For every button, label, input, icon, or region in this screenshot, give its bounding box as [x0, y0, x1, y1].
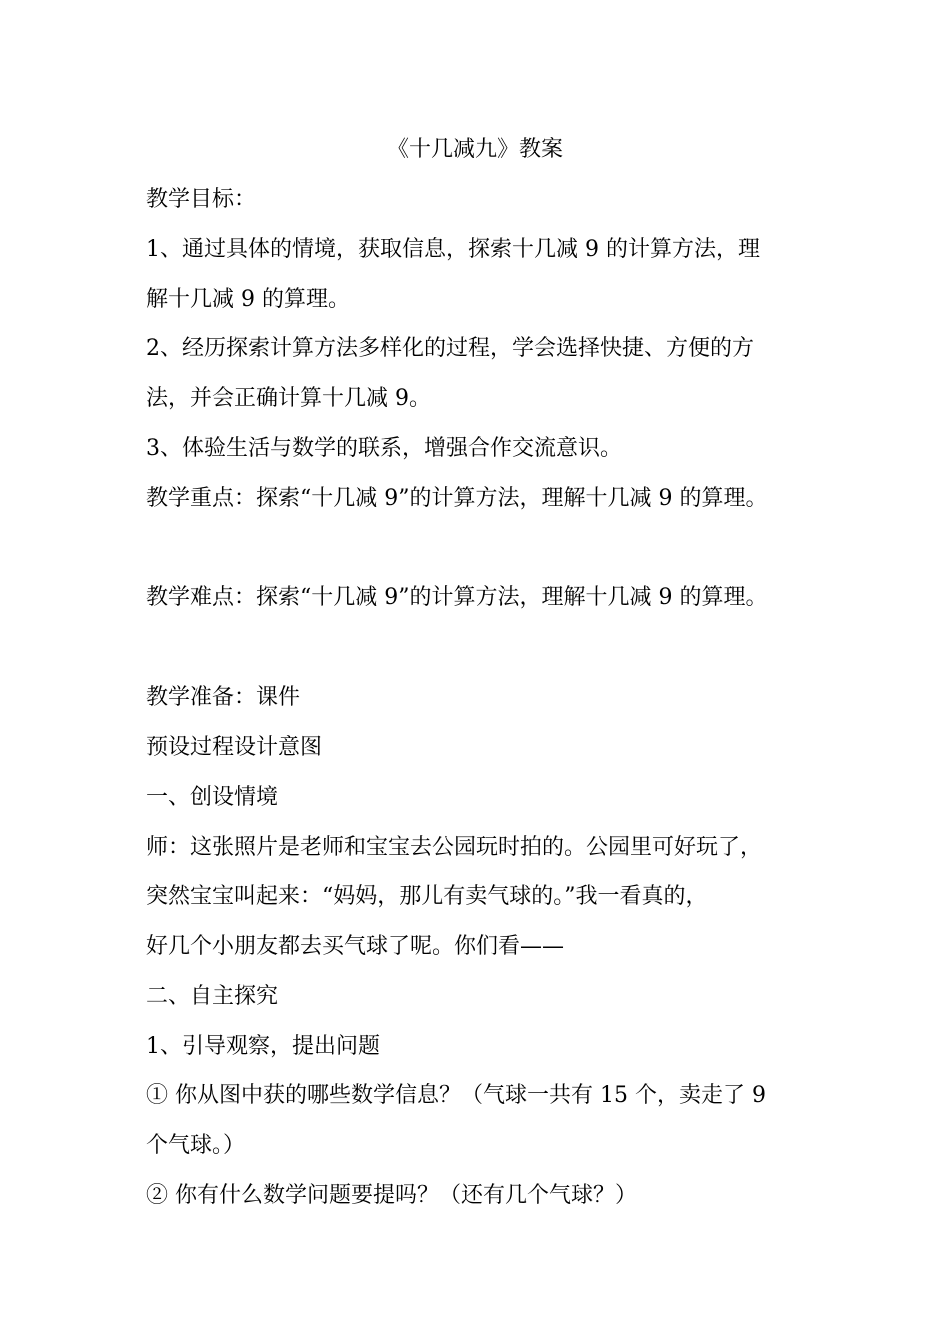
teacher-line-3: 好几个小朋友都去买气球了呢。你们看——: [146, 934, 565, 959]
objective-2-line-2: 法，并会正确计算十几减 9。: [146, 386, 431, 411]
teacher-line-2: 突然宝宝叫起来：“妈妈，那儿有卖气球的。”我一看真的，: [146, 884, 708, 909]
difficult-point: 教学难点：探索“十几减 9”的计算方法，理解十几减 9 的算理。: [146, 585, 768, 610]
section-1-heading: 一、创设情境: [146, 785, 279, 810]
key-point: 教学重点：探索“十几减 9”的计算方法，理解十几减 9 的算理。: [146, 486, 768, 511]
process-design-heading: 预设过程设计意图: [146, 735, 323, 760]
teacher-line-1: 师：这张照片是老师和宝宝去公园玩时拍的。公园里可好玩了，: [146, 835, 763, 860]
question-1-line-2: 个气球。）: [146, 1133, 246, 1158]
objective-3: 3、体验生活与数学的联系，增强合作交流意识。: [146, 436, 622, 461]
subsection-1-heading: 1、引导观察，提出问题: [146, 1034, 380, 1059]
section-2-heading: 二、自主探究: [146, 984, 279, 1009]
preparation: 教学准备：课件: [146, 685, 301, 710]
question-1-line-1: ① 你从图中获的哪些数学信息？（气球一共有 15 个，卖走了 9: [146, 1083, 766, 1108]
objective-1-line-2: 解十几减 9 的算理。: [146, 287, 350, 312]
document-title: 《十几减九》教案: [386, 137, 563, 162]
question-2: ② 你有什么数学问题要提吗？（还有几个气球？）: [146, 1183, 637, 1208]
objectives-heading: 教学目标：: [146, 187, 257, 212]
objective-1-line-1: 1、通过具体的情境，获取信息，探索十几减 9 的计算方法，理: [146, 237, 760, 262]
objective-2-line-1: 2、经历探索计算方法多样化的过程，学会选择快捷、方便的方: [146, 336, 754, 361]
